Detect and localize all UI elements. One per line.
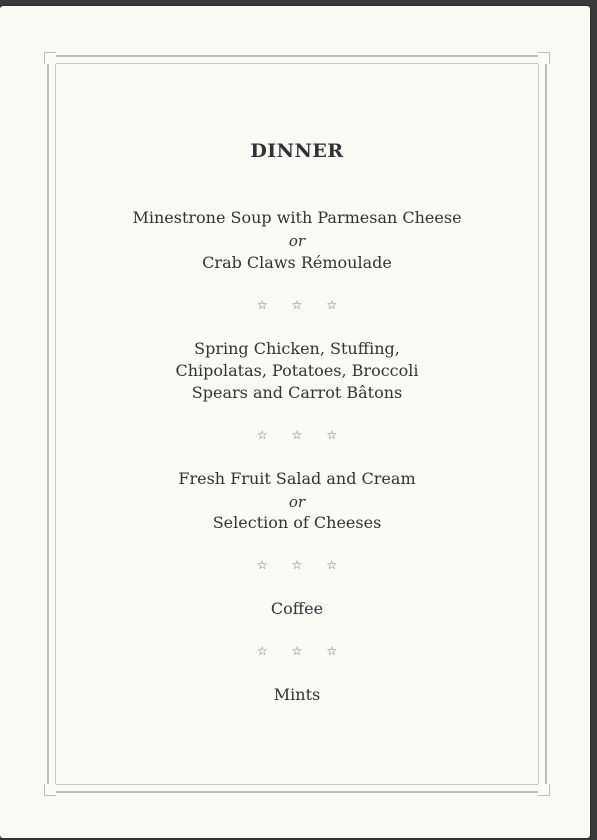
star-icon: ☆ <box>291 558 303 572</box>
decorative-border-inner <box>55 63 539 785</box>
star-icon: ☆ <box>291 644 303 658</box>
coffee-item: Coffee <box>270 599 324 618</box>
dessert-or: or <box>288 493 306 511</box>
star-icon: ☆ <box>326 644 338 658</box>
star-divider <box>55 428 539 442</box>
star-icon: ☆ <box>256 428 268 442</box>
border-corner-ornament <box>538 784 550 796</box>
border-corner-ornament <box>44 52 56 64</box>
main-course-line-2: Chipolatas, Potatoes, Broccoli <box>175 361 419 380</box>
star-icon: ☆ <box>291 428 303 442</box>
starter-option-1: Minestrone Soup with Parmesan Cheese <box>132 208 462 227</box>
menu-title: DINNER <box>250 140 344 162</box>
star-icon: ☆ <box>256 298 268 312</box>
starter-option-2: Crab Claws Rémoulade <box>202 253 392 272</box>
dessert-option-2: Selection of Cheeses <box>212 513 382 532</box>
main-course-line-1: Spring Chicken, Stuffing, <box>194 339 400 358</box>
star-icon: ☆ <box>291 298 303 312</box>
main-course-line-3: Spears and Carrot Bâtons <box>191 383 403 402</box>
star-divider <box>55 298 539 312</box>
star-divider <box>55 558 539 572</box>
starter-or: or <box>288 232 306 250</box>
star-icon: ☆ <box>256 644 268 658</box>
star-icon: ☆ <box>326 428 338 442</box>
star-icon: ☆ <box>326 298 338 312</box>
border-corner-ornament <box>44 784 56 796</box>
border-corner-ornament <box>538 52 550 64</box>
mints-item: Mints <box>273 685 321 704</box>
star-divider <box>55 644 539 658</box>
star-icon: ☆ <box>326 558 338 572</box>
dessert-option-1: Fresh Fruit Salad and Cream <box>178 469 416 488</box>
star-icon: ☆ <box>256 558 268 572</box>
